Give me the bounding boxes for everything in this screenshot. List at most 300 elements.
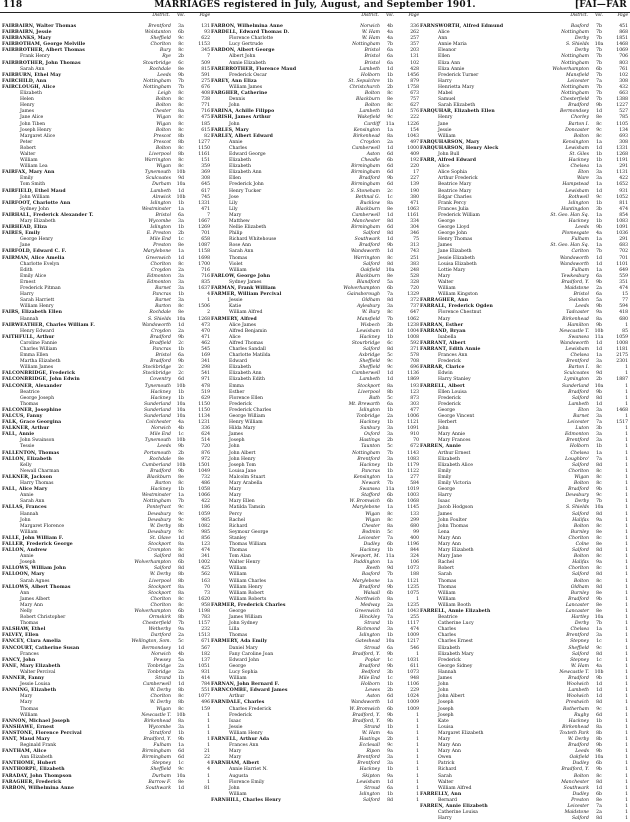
entry-page: 346 [410,231,419,237]
entry-page: 77 [622,298,628,304]
entry-page: 1058 [198,487,210,493]
entry-page: 1052 [616,194,628,200]
entry-volume: 7a [596,420,602,426]
entry-page: 1869 [407,377,419,383]
entry-page: 551 [201,688,210,694]
entry-volume: 8e [596,529,602,535]
entry-district: W. Ham [362,730,380,736]
entry-volume: 8e [387,273,393,279]
entry-volume: 6b [387,493,393,499]
entry-district: Oakfield [360,267,380,273]
entry-page: 578 [410,353,419,359]
entry-volume: 1b [178,487,184,493]
entry-volume: 2a [387,414,393,419]
entry-page: 1 [625,736,628,742]
entry-name: FARMERY, Ada Emily [211,639,268,645]
entry-page: 658 [201,237,210,243]
entry-page: 680 [410,523,419,529]
entry-name: Owen [438,755,452,761]
entry-district: Chorlton [568,535,589,541]
entry-name: Peter [20,139,33,145]
entry-page: 1 [625,566,628,572]
entry-district: Carlton [571,249,589,255]
entry-page: 649 [619,267,628,273]
entry-name: Dennis [229,97,246,103]
entry-page: 432 [619,84,628,90]
entry-page: 1 [625,657,628,663]
entry-district: St. Geo. Han Sq. [550,243,589,249]
entry-page: 1191 [616,158,628,164]
entry-page: 1 [416,730,419,736]
entry-volume: 5c [387,444,393,450]
entry-volume: 1d [387,700,393,706]
entry-name: FAITHFULL, Arthur [2,334,55,340]
entry-page: 477 [410,407,419,413]
entry-page: 7 [207,54,210,60]
entry-volume: 1b [178,389,184,395]
entry-page: 22 [204,755,210,761]
entry-volume: 6b [178,609,184,614]
entry-page: 1008 [407,334,419,340]
entry-page: 1758 [407,84,419,90]
entry-name: FALLER, Frederick George [2,541,73,547]
entry-page: 1196 [407,541,419,547]
entry-district: Wigan [365,517,380,523]
entry-name: Frederick Pitman [20,286,61,292]
entry-name: Robert [438,566,454,572]
entry-name: FALL, Annie [2,432,35,438]
entry-name: Richard Whitehouse [229,237,277,243]
entry-district: Sunderland [143,401,171,407]
entry-district: Wolstanton [144,30,171,36]
entry-district: Sunbury [360,426,380,432]
entry-district: Prestwich [565,700,589,706]
entry-volume: 8c [178,548,184,554]
entry-district: Hastings [359,438,380,444]
entry-name: FARISH, James Arthur [211,115,271,121]
entry-name: Patrick [438,761,455,767]
entry-name: Henry Edward [20,328,55,334]
entry-volume: 6a [178,353,184,359]
entry-name: Rachel [229,517,246,523]
entry-volume: 8c [596,535,602,541]
entry-volume: 10b [176,712,186,718]
entry-name: FAREBROTHER, Florence Maud [211,66,297,72]
entry-page: 21 [204,749,210,755]
entry-name: Annie Elizabeth [229,60,266,66]
entry-page: 835 [201,279,210,285]
entry-district: Hartley [571,615,589,621]
entry-volume: 7b [178,84,184,90]
entry-district: Wigan [156,121,171,127]
entry-page: 680 [619,316,628,322]
entry-page: 1667 [198,219,210,224]
entry-name: Hannah [20,511,39,517]
entry-district: Leeds [157,444,171,450]
entry-volume: 5a [596,298,602,304]
entry-page: 1 [625,517,628,523]
entry-name: Harry [438,816,452,822]
entry-volume: 7b [596,24,602,29]
entry-volume: 1b [596,444,602,450]
entry-district: Stafford [361,493,380,499]
entry-volume: 10b [176,462,186,468]
entry-page: 958 [201,602,210,608]
entry-page: 1105 [616,121,628,127]
entry-volume: 1a [596,627,602,633]
entry-district: Bradford, Y. [352,651,380,657]
entry-district: Stepney [152,761,171,767]
entry-page: 1087 [198,243,210,249]
entry-district: Leeds [575,304,589,310]
entry-district: Wolverhampton [134,609,171,614]
entry-page: 275 [201,78,210,84]
entry-name: George [229,663,247,669]
entry-volume: 10a [176,773,186,779]
entry-page: 133 [410,511,419,517]
entry-page: 559 [619,273,628,279]
entry-page: 738 [201,97,210,103]
entry-district: Swansea [359,487,380,493]
entry-page: 785 [619,115,628,121]
entry-name: Robert Christopher [20,615,66,621]
entry-name: Frederick [438,657,461,663]
entry-name: FALK, Grace Georgina [2,420,62,426]
entry-volume: 9c [178,505,184,511]
entry-page: 803 [619,60,628,66]
entry-name: John Foulter [438,517,467,523]
entry-volume: 6d [596,712,602,718]
entry-volume: 8d [387,298,393,304]
entry-volume: 3b [387,322,393,328]
entry-volume: 8a [178,590,184,596]
entry-page: 1 [625,682,628,688]
entry-page: 1062 [407,316,419,322]
entry-page: 308 [619,139,628,145]
entry-volume: 5c [387,353,393,359]
entry-volume: 6b [596,761,602,767]
entry-district: Warrington [353,255,380,261]
entry-page: 1122 [407,468,419,474]
entry-page: 345 [201,48,210,54]
entry-district: S. Stoneham [350,188,380,194]
entry-district: Hackney [568,219,589,224]
entry-district: Barton I. [568,365,589,371]
entry-volume: 8d [596,779,602,785]
entry-name: Emma Ellen [20,353,49,359]
entry-district: Stroud [364,785,380,791]
entry-name: Isaac [229,718,242,724]
entry-page: 1 [416,791,419,797]
entry-page: 1 [625,371,628,377]
entry-name: Lucy Sophia [229,669,258,675]
entry-volume: 7b [387,572,393,578]
entry-volume: 7b [178,78,184,84]
entry-page: 672 [410,444,419,450]
entry-page: 1069 [616,48,628,54]
entry-name: Mabel [438,91,453,97]
entry-name: Mary Jane [438,554,462,560]
register-entry [2,786,210,792]
entry-volume: 8c [387,517,393,523]
entry-name: William [438,286,456,292]
entry-district: Croydon [360,139,380,145]
entry-volume: 10a [176,316,186,322]
entry-district: Bolton [364,103,380,109]
entry-volume: 2a [387,602,393,608]
entry-volume: 1a [387,560,393,566]
entry-name: William Henry [20,304,54,310]
entry-page: 169 [201,353,210,359]
entry-district: Wolverhampton [552,66,589,72]
entry-volume: 10b [176,170,186,176]
entry-page: 1 [625,718,628,724]
entry-page: 1136 [407,371,419,377]
entry-volume: 1c [178,237,184,243]
entry-district: Burnley [570,590,589,596]
entry-volume: 9c [596,706,602,712]
entry-district: Wetherby [148,627,171,633]
entry-name: Joseph Tom [229,462,256,468]
entry-page: 1134 [198,414,210,419]
register-entry [211,798,419,804]
entry-name: FARNAN, John Bernard F. [211,682,280,688]
entry-page: 428 [410,66,419,72]
entry-district: Brentford [357,456,380,462]
entry-page: 683 [619,243,628,249]
entry-page: 545 [201,346,210,352]
entry-district: Barton I. [568,121,589,127]
entry-district: Bradford [568,389,589,395]
column-1 [2,14,210,800]
entry-volume: 1a [387,474,393,480]
entry-name: Edwin [438,371,453,377]
entry-name: Henry Thomas [438,237,473,243]
entry-district: W. Derby [150,688,171,694]
entry-district: Bristol [155,212,171,218]
entry-volume: 2b [178,450,184,456]
entry-page: 1036 [616,231,628,237]
entry-district: Bradford [150,334,171,340]
entry-volume: 7b [596,54,602,60]
entry-district: Colchester [145,420,171,426]
entry-volume: 1d [596,261,602,267]
entry-volume: 1b [596,151,602,157]
entry-district: Bucklow [360,200,380,206]
entry-volume: 9a [178,627,184,633]
entry-page: 1217 [407,639,419,645]
entry-district: Rugby [574,712,589,718]
entry-name: FARNDALE, Charles [211,700,265,706]
entry-page: 1 [625,651,628,657]
entry-volume: 8a [387,200,393,206]
entry-page: 1226 [407,121,419,127]
entry-volume: 8d [387,261,393,267]
entry-volume: 9b [596,749,602,755]
entry-district: Bristol [364,60,380,66]
entry-district: Cheadle [360,158,380,164]
entry-volume: 7a [387,535,393,541]
entry-volume: 10b [176,194,186,200]
entry-volume: 9b [596,225,602,231]
entry-district: Barnet [155,298,171,304]
entry-page: 856 [201,535,210,541]
entry-page: 743 [410,249,419,255]
entry-name: William [20,158,38,164]
entry-volume: 2c [178,340,184,346]
entry-district: Doncaster [565,127,589,133]
entry-district: Birmingham [351,170,380,176]
entry-page: 1121 [407,578,419,584]
entry-district: Southwark [354,237,380,243]
entry-volume: 1a [178,493,184,499]
entry-page: 85 [622,328,628,334]
entry-page: 1698 [198,255,210,261]
entry-volume: 8d [387,797,393,803]
entry-name: Mary [229,755,242,761]
entry-volume: 1b [387,72,393,78]
entry-name: Martha Elizabeth [20,359,61,365]
entry-district: Leicester [567,78,589,84]
entry-name: John Bull [438,151,460,157]
entry-district: Bermondsey [142,645,171,651]
entry-page: 771 [201,103,210,109]
entry-page: 720 [410,286,419,292]
entry-district: Hackney [568,158,589,164]
entry-name: Jessie [229,298,243,304]
entry-name: George Joseph [20,395,55,401]
entry-district: Bodmin [362,529,380,535]
entry-page: 696 [410,365,419,371]
entry-volume: 10b [176,438,186,444]
entry-volume: 8c [178,145,184,151]
entry-volume: 1d [178,785,184,791]
entry-district: Wigan [156,164,171,170]
entry-district: Mile End [149,237,171,243]
entry-name: Eliza Ann [438,60,461,66]
entry-district: Leeds [575,749,589,755]
entry-district: Burnley [570,529,589,535]
entry-page: 1 [416,743,419,749]
entry-name: Sarah [438,773,452,779]
entry-page: 1073 [407,669,419,675]
entry-volume: 1b [387,548,393,554]
entry-name: FALKNER, Jackson [2,474,53,480]
page-header [0,0,630,12]
entry-name: Violet [229,261,243,267]
column-header-district: District. [361,13,379,18]
entry-page: 1 [207,712,210,718]
entry-volume: 10b [594,328,604,334]
entry-name: FAIRHALL, Frederick Alexander T. [2,212,94,218]
entry-district: Plomesgate [561,231,589,237]
entry-district: Bradford, Y. [143,736,171,742]
entry-district: Edmonton [565,432,589,438]
entry-page: 2175 [616,353,628,359]
entry-page: 972 [201,456,210,462]
entry-district: St. Geo. Han Sq. [550,212,589,218]
entry-district: Chorley [570,115,589,121]
entry-name: James Albert [20,596,50,602]
entry-page: 1331 [616,145,628,151]
entry-volume: 8c [178,481,184,487]
entry-district: Bradford [359,584,380,590]
entry-district: Huntingdon [561,206,589,212]
entry-volume: 9a [596,517,602,523]
entry-district: Sunderland [143,407,171,413]
entry-name: Elizabeth Ann [229,371,262,377]
entry-name: FARRALL, Frederick Ogden [420,304,493,310]
entry-name: FARNHAM, Albert [211,761,260,767]
entry-name: FARDELL, Edward Thomas D. [211,30,290,36]
entry-volume: 7b [596,30,602,36]
entry-volume: 2b [387,688,393,694]
entry-district: Hackney [150,389,171,395]
entry-name: FARLES, Mary [211,127,249,133]
entry-name: FARREN, Annie Elizabeth [420,804,488,809]
entry-page: 615 [201,127,210,133]
entry-name: Thomas William [229,541,267,547]
entry-district: Nottingham [561,30,589,36]
entry-district: Chorlton [568,468,589,474]
entry-district: Stockbridge [142,371,171,377]
entry-district: Rochdale [149,310,171,316]
entry-volume: 6a [596,292,602,298]
entry-district: Bolton [573,554,589,560]
entry-volume: 1d [596,188,602,194]
entry-district: Hackney [359,767,380,773]
entry-name: FAREY, Ann Eliza [211,78,257,84]
entry-volume: 7b [387,316,393,322]
entry-page: 1 [625,785,628,791]
entry-district: Brentford [357,755,380,761]
entry-page: 591 [201,72,210,78]
entry-district: Aston [366,151,380,157]
entry-volume: 2b [387,84,393,90]
entry-name: Beatrice Mary [438,182,472,188]
entry-name: Thomas [20,401,39,407]
entry-page: 134 [619,127,628,133]
entry-volume: 9c [387,359,393,365]
entry-district: Bolton [155,145,171,151]
entry-page: 1 [416,749,419,755]
entry-volume: 3a [596,414,602,419]
entry-page: 1008 [616,340,628,346]
entry-page: 745 [201,194,210,200]
entry-district: Bradford [568,103,589,109]
entry-district: Chorlton [150,602,171,608]
entry-district: Norwich [151,651,171,657]
entry-district: Strand [364,621,380,627]
entry-district: Birkenhead [562,316,589,322]
entry-name: FANTHAM, Alice [2,749,47,755]
entry-page: 1 [207,298,210,304]
entry-district: Salford [363,346,380,352]
entry-volume: 6c [178,60,184,66]
entry-district: Derby [574,499,589,505]
entry-page: 1227 [616,103,628,109]
entry-volume: 7b [596,499,602,505]
entry-volume: 3a [178,298,184,304]
entry-page: 70 [204,584,210,590]
entry-page: 1 [625,676,628,682]
entry-name: William [438,133,456,139]
entry-name: Elizabeth [229,158,251,164]
entry-name: FARQUHARSON, Henry Aleck [420,145,499,151]
entry-page: 716 [201,267,210,273]
entry-name: Harry Stanley [438,377,471,383]
entry-page: 1 [625,706,628,712]
